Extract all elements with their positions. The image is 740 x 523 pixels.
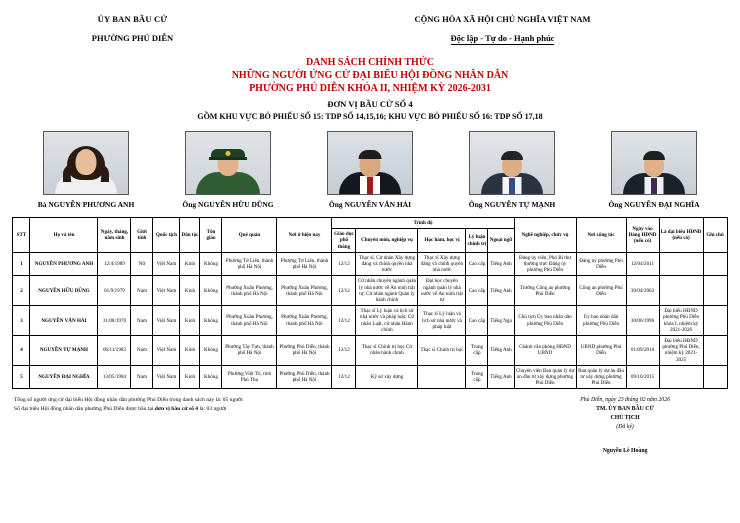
national-title: CỘNG HÒA XÃ HỘI CHỦ NGHĨA VIỆT NAM (414, 14, 591, 24)
table-row (13, 365, 727, 389)
cell-hoten: NGUYỄN HỮU DŨNG (30, 276, 98, 306)
portrait-face (76, 149, 97, 175)
cell-chuyenmon: Thạc sĩ Chính trị học Cử nhân hành chính (356, 336, 418, 366)
table-row (13, 252, 727, 276)
cell-ngoaingu: Tiếng Anh (488, 252, 514, 276)
cell-noicongtac: Công an phường Phú Diễn (576, 276, 626, 306)
candidates-table (12, 217, 727, 389)
cell-quoctich: Việt Nam (153, 365, 180, 389)
cell-ghichu (703, 276, 727, 306)
cell-stt: 1 (13, 252, 30, 276)
cell-daibieu (659, 276, 703, 306)
cell-hochamhocvi: Thạc sĩ Chính trị học (418, 336, 466, 366)
cell-hoten: NGUYỄN TỰ MẠNH (30, 336, 98, 366)
cell-hochamhocvi: Thạc sĩ Xây dựng đảng và chính quyền nhà nước (418, 252, 466, 276)
candidate-photo-cell (590, 131, 718, 209)
candidate-photo-name: Ông NGUYỄN TỰ MẠNH (468, 200, 556, 209)
cell-ghichu (703, 306, 727, 336)
th-quequan: Quê quán (222, 218, 277, 253)
cell-ngoaingu: Tiếng Anh (488, 336, 514, 366)
cell-ghichu (703, 336, 727, 366)
cell-dantoc: Kinh (180, 336, 200, 366)
cell-hochamhocvi: Đại học chuyên ngành quản lý nhà nước về An ninh trật tự (418, 276, 466, 306)
polling-areas: GỒM KHU VỰC BỎ PHIẾU SỐ 15: TDP SỐ 14,15,16; KHU VỰC BỎ PHIẾU SỐ 16: TDP SỐ 17,18 (197, 112, 543, 121)
cell-tongiao: Không (200, 365, 222, 389)
cell-ngaysinh: 06/11/1983 (98, 336, 131, 366)
cell-gioitinh: Nam (131, 306, 153, 336)
candidate-photo-name: Ông NGUYỄN HỮU DŨNG (182, 200, 274, 209)
cell-noicongtac: UBND phường Phú Diễn (576, 336, 626, 366)
cell-lyluan: Trung cấp (466, 365, 488, 389)
portrait-hair (501, 151, 523, 160)
portrait-tie (651, 178, 657, 194)
title-line-3: PHƯỜNG PHÚ DIỄN KHÓA II, NHIỆM KỲ 2026-2031 (249, 83, 491, 94)
header-right-block (265, 14, 740, 43)
th-gioitinh: Giới tính (131, 218, 153, 253)
candidate-portrait (185, 131, 271, 195)
national-motto (265, 33, 740, 43)
national-motto-text: Độc lập - Tự do - Hạnh phúc (450, 33, 555, 43)
cell-nghenghiep: Chủ tịch Ủy ban nhân dân phường Phú Diễn (514, 306, 576, 336)
th-stt: STT (13, 218, 30, 253)
candidate-portrait (327, 131, 413, 195)
cell-ngaysinh: 13/05/1984 (98, 365, 131, 389)
cell-dantoc: Kinh (180, 276, 200, 306)
table-row (13, 336, 727, 366)
cell-ngaysinh: 12/4/1989 (98, 252, 131, 276)
cell-nghenghiep: Chánh văn phòng HĐND UBND (514, 336, 576, 366)
th-ngaysinh: Ngày, tháng, năm sinh (98, 218, 131, 253)
portrait-hair (643, 151, 665, 160)
footer-note-total: Tổng số người ứng cử đại biểu Hội đồng nhân dân phường Phú Diễn trong danh sách này là: 05 người (14, 397, 243, 404)
th-tongiao: Tôn giáo (200, 218, 222, 253)
cell-ngayvaodang: 12/04/2011 (626, 252, 659, 276)
title-line-1: DANH SÁCH CHÍNH THỨC (305, 57, 435, 68)
cell-gioitinh: Nam (131, 276, 153, 306)
cell-quoctich: Việt Nam (153, 252, 180, 276)
cell-noicongtac: Đảng ủy phường Phú Diễn (576, 252, 626, 276)
cell-giaoduc: 12/12 (332, 336, 356, 366)
table-row (13, 276, 727, 306)
cell-gioitinh: Nữ (131, 252, 153, 276)
cell-nghenghiep: Đảng ủy viên, Phó Bí thư thường trực Đảng ủy phường Phú Diễn (514, 252, 576, 276)
footer-org-line1: TM. ỦY BAN BẦU CỬ (596, 406, 655, 413)
title-block (0, 57, 740, 121)
cell-noio: Phường Xuân Phương, thành phố Hà Nội (277, 306, 332, 336)
cell-gioitinh: Nam (131, 365, 153, 389)
cell-stt: 3 (13, 306, 30, 336)
cell-noio: Phường Phú Diễn, thành phố Hà Nội (277, 365, 332, 389)
cell-ngayvaodang: 30/04/2002 (626, 276, 659, 306)
cell-hoten: NGUYỄN ĐẠI NGHĨA (30, 365, 98, 389)
cell-noio: Phường Xuân Phương, thành phố Hà Nội (277, 276, 332, 306)
cell-chuyenmon: Thạc sĩ, Cử nhân Xây dựng đảng và chính quyền nhà nước (356, 252, 418, 276)
th-chuyenmon: Chuyên môn, nghiệp vụ (356, 229, 418, 253)
portrait-tie (509, 178, 515, 194)
cell-tongiao: Không (200, 336, 222, 366)
cell-noicongtac: Ban quản lý dự án đầu tư xây dựng phường Phú Diễn (576, 365, 626, 389)
cell-hoten: NGUYỄN VĂN HẢI (30, 306, 98, 336)
th-giaoduc: Giáo dục phổ thông (332, 229, 356, 253)
candidate-photo-name: Ông NGUYỄN ĐẠI NGHĨA (608, 200, 700, 209)
candidate-photo-cell (448, 131, 576, 209)
footer-signed-mark: (Đã ký) (616, 423, 634, 430)
cell-daibieu: Đại biểu HĐND phường Phú Diễn, nhiệm kỳ 2021-2025 (659, 336, 703, 366)
candidate-photo-cell (164, 131, 292, 209)
th-quoctich: Quốc tịch (153, 218, 180, 253)
footer-note-seats-c: là: 03 người (198, 405, 227, 412)
electoral-unit: ĐƠN VỊ BẦU CỬ SỐ 4 (327, 99, 413, 109)
th-ghichu: Ghi chú (703, 218, 727, 253)
cell-noio: Phường Tứ Liên, thành phố Hà Nội (277, 252, 332, 276)
cell-quequan: Phường Việt Trì, tỉnh Phú Thọ (222, 365, 277, 389)
cell-gioitinh: Nam (131, 336, 153, 366)
th-lyluan: Lý luận chính trị (466, 229, 488, 253)
cell-quequan: Phường Xuân Phương, thành phố Hà Nội (222, 276, 277, 306)
cell-chuyenmon: Thạc sĩ Lý luận và lịch sử nhà nước và pháp luật; Cử nhân Luật, cử nhân Hành chính (356, 306, 418, 336)
cell-tongiao: Không (200, 306, 222, 336)
cell-hochamhocvi: Thạc sĩ Lý luận và lịch sử nhà nước và pháp luật (418, 306, 466, 336)
title-line-2: NHỮNG NGƯỜI ỨNG CỬ ĐẠI BIỂU HỘI ĐỒNG NHÂN DÂN (231, 70, 509, 81)
cell-lyluan: Trung cấp (466, 336, 488, 366)
cell-ngayvaodang: 09/10/2015 (626, 365, 659, 389)
candidate-photo-cell (22, 131, 150, 209)
candidate-portrait (611, 131, 697, 195)
candidate-photo-name: Ông NGUYỄN VĂN HẢI (328, 200, 412, 209)
cell-dantoc: Kinh (180, 252, 200, 276)
cell-quoctich: Việt Nam (153, 306, 180, 336)
cell-lyluan: Cao cấp (466, 306, 488, 336)
table-row (13, 306, 727, 336)
cell-ghichu (703, 365, 727, 389)
cell-hochamhocvi (418, 365, 466, 389)
cell-ghichu (703, 252, 727, 276)
candidate-portrait (43, 131, 129, 195)
header-left-block (0, 14, 265, 43)
th-nghenghiep: Nghề nghiệp, chức vụ (514, 218, 576, 253)
cell-ngoaingu: Tiếng Anh (488, 276, 514, 306)
cell-ngayvaodang: 30/06/1996 (626, 306, 659, 336)
cell-noicongtac: Ủy ban nhân dân phường Phú Diễn (576, 306, 626, 336)
footer-note-seats-b: đơn vị bầu cử số 4 (154, 405, 199, 412)
candidate-photo-row (22, 131, 718, 209)
ward-name: PHƯỜNG PHÚ DIỄN (91, 33, 174, 43)
th-ngoaingu: Ngoại ngữ (488, 229, 514, 253)
cell-daibieu: Đại biểu HĐND phường Phú Diễn khóa I, nhiệm kỳ 2021-2026 (659, 306, 703, 336)
cell-nghenghiep: Chuyên viên Ban quản lý dự án đầu tư xây dựng phường Phú Diễn (514, 365, 576, 389)
th-daibieu: Là đại biểu HĐND (nếu có) (659, 218, 703, 253)
cell-quequan: Phường Xuân Phương, thành phố Hà Nội (222, 306, 277, 336)
document-header (0, 0, 740, 43)
portrait-cap-badge (226, 151, 231, 156)
table-header-row-1 (13, 218, 727, 229)
candidate-photo-cell (306, 131, 434, 209)
footer-signature-block (580, 396, 670, 455)
cell-giaoduc: 12/12 (332, 365, 356, 389)
th-hochamhocvi: Học hàm, học vị (418, 229, 466, 253)
footer-note-seats (14, 405, 243, 413)
committee-name: ỦY BAN BẦU CỬ (97, 14, 168, 24)
cell-ngaysinh: 31/08/1970 (98, 306, 131, 336)
th-hoten: Họ và tên (30, 218, 98, 253)
cell-daibieu (659, 252, 703, 276)
cell-giaoduc: 12/12 (332, 276, 356, 306)
candidate-photo-name: Bà NGUYỄN PHƯƠNG ANH (37, 200, 135, 209)
cell-giaoduc: 12/12 (332, 252, 356, 276)
cell-dantoc: Kinh (180, 365, 200, 389)
footer-note-seats-a: Số đại biểu Hội đồng nhân dân phường Phú Diễn được bầu tại (14, 405, 155, 412)
portrait-cap-brim (209, 157, 247, 160)
footer-notes (14, 396, 243, 412)
cell-chuyenmon: Kỹ sư xây dựng (356, 365, 418, 389)
cell-stt: 4 (13, 336, 30, 366)
cell-tongiao: Không (200, 252, 222, 276)
cell-tongiao: Không (200, 276, 222, 306)
footer-place-date: Phú Diễn, ngày 23 tháng 02 năm 2026 (580, 397, 670, 404)
cell-dantoc: Kinh (180, 306, 200, 336)
cell-ngayvaodang: 01/09/2016 (626, 336, 659, 366)
cell-ngoaingu: Tiếng Anh (488, 365, 514, 389)
footer-org-line2: CHỦ TỊCH (610, 414, 640, 421)
th-noicongtac: Nơi công tác (576, 218, 626, 253)
portrait-tie (367, 177, 373, 194)
cell-chuyenmon: Cử nhân chuyên ngành quản lý nhà nước về An ninh trật tự; Cử nhân ngành Quản lý hành chính (356, 276, 418, 306)
cell-hoten: NGUYỄN PHƯƠNG ANH (30, 252, 98, 276)
th-ngayvaodang: Ngày vào Đảng HĐND (nếu có) (626, 218, 659, 253)
document-footer (0, 396, 740, 476)
cell-stt: 5 (13, 365, 30, 389)
cell-lyluan: Cao cấp (466, 252, 488, 276)
cell-quequan: Phường Tây Tựu, thành phố Hà Nội (222, 336, 277, 366)
cell-noio: Phường Phú Diễn, thành phố Hà Nội (277, 336, 332, 366)
portrait-hair (359, 150, 382, 159)
cell-daibieu (659, 365, 703, 389)
cell-quoctich: Việt Nam (153, 336, 180, 366)
cell-nghenghiep: Trưởng Công an phường Phú Diễn (514, 276, 576, 306)
cell-lyluan: Cao cấp (466, 276, 488, 306)
cell-stt: 2 (13, 276, 30, 306)
cell-ngaysinh: 01/9/1979 (98, 276, 131, 306)
th-noio: Nơi ở hiện nay (277, 218, 332, 253)
cell-ngoaingu: Tiếng Nga (488, 306, 514, 336)
candidate-portrait (469, 131, 555, 195)
cell-giaoduc: 12/12 (332, 306, 356, 336)
cell-quoctich: Việt Nam (153, 276, 180, 306)
footer-signer-name: Nguyễn Lê Hoàng (602, 448, 648, 455)
th-trinhdo-group: Trình độ (332, 218, 514, 229)
cell-quequan: Phường Tứ Liên, thành phố Hà Nội (222, 252, 277, 276)
th-dantoc: Dân tộc (180, 218, 200, 253)
